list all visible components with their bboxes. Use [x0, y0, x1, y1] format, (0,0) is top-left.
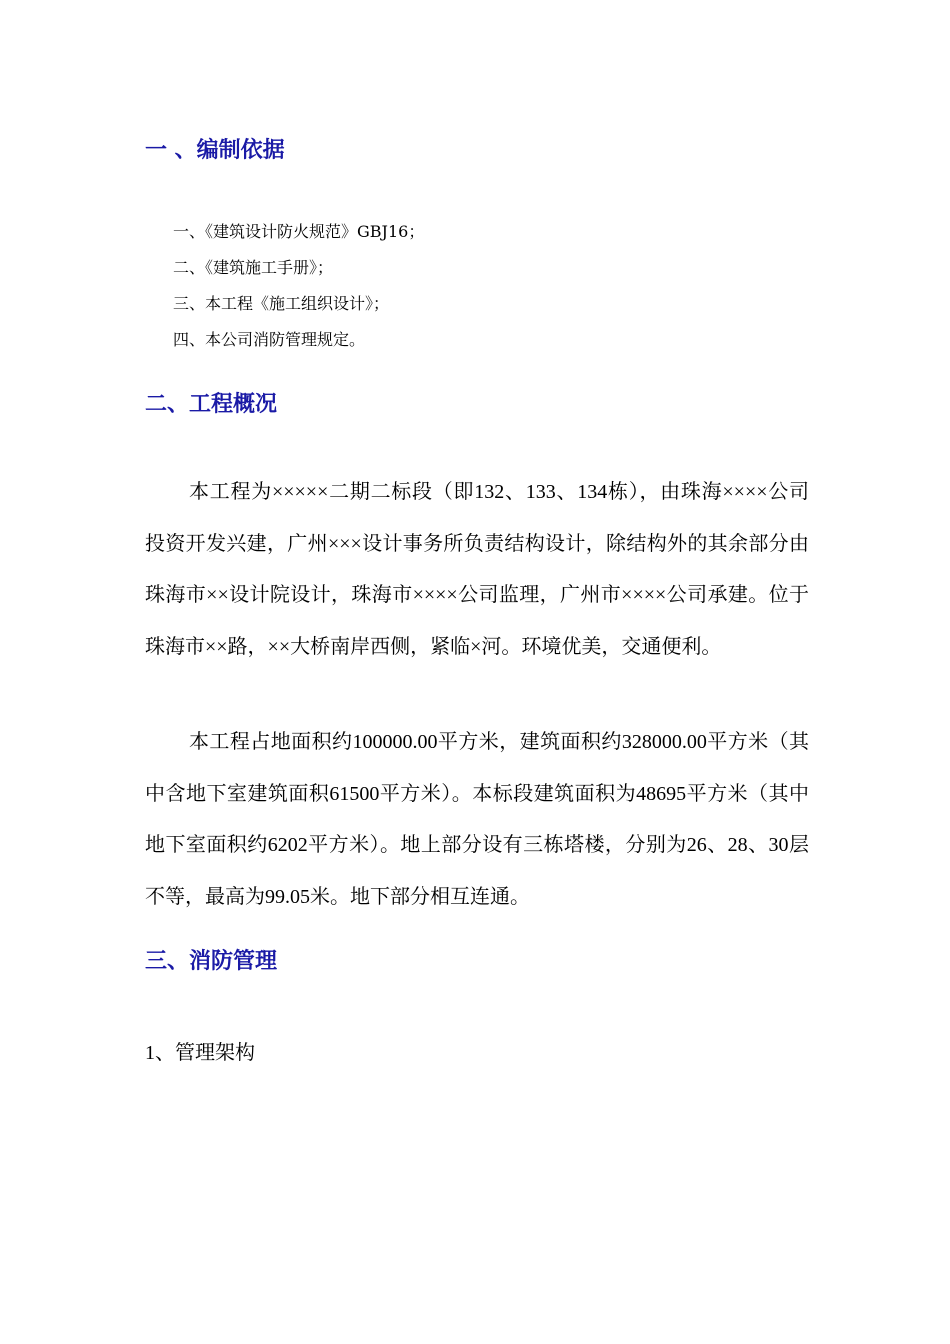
list-item: 三、本工程《施工组织设计》； — [173, 294, 390, 313]
overview-paragraph-2: 本工程占地面积约100000.00平方米，建筑面积约328000.00平方米（其中含地下室建筑面积61500平方米）。本标段建筑面积为48695平方米（其中地下室面积约6202平方米）。地上部分设有三栋塔楼，分别为26、28、30层不等，最高为99.05米。地下部分相互连通。 — [145, 731, 809, 908]
list-item: 四、本公司消防管理规定。 — [173, 330, 366, 349]
basis-list — [173, 214, 424, 358]
section-heading-overview: 二、工程概况 — [145, 392, 278, 417]
list-item: 一、《建筑设计防火规范》GBJ16； — [173, 222, 425, 241]
section-heading-basis: 一 、编制依据 — [145, 138, 285, 163]
list-item: 二、《建筑施工手册》； — [173, 258, 334, 277]
overview-paragraph-1: 本工程为×××××二期二标段（即132、133、134栋），由珠海××××公司投资开发兴建，广州×××设计事务所负责结构设计，除结构外的其余部分由珠海市××设计院设计，珠海市××××公司监理，广州市××××公司承建。位于珠海市××路，××大桥南岸西侧，紧临×河。环境优美，交通便利。 — [145, 481, 809, 658]
section-heading-fire-management: 三、消防管理 — [145, 949, 278, 974]
subsection-management-structure: 1、管理架构 — [145, 1042, 255, 1064]
